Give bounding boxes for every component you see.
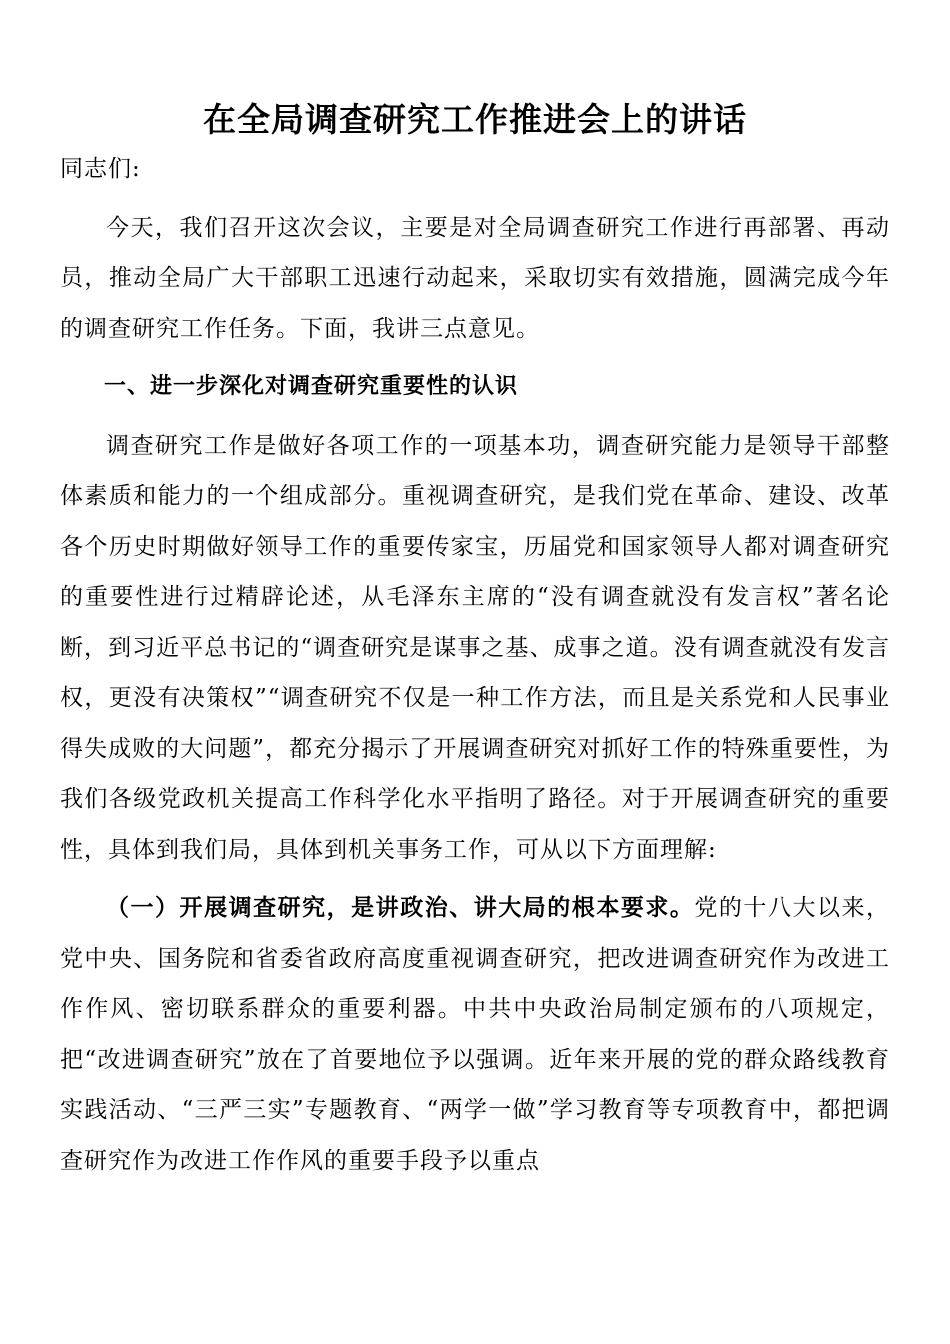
document-body: [60, 144, 890, 1186]
point-1-lead: （一）开展调查研究，是讲政治、讲大局的根本要求。: [106, 894, 695, 921]
salutation: 同志们:: [60, 156, 141, 182]
section-1-paragraph: 调查研究工作是做好各项工作的一项基本功，调查研究能力是领导干部整体素质和能力的一个组成部分。重视调查研究，是我们党在革命、建设、改革各个历史时期做好领导工作的重要传家宝，历届党和国家领导人都对调查研究的重要性进行过精辟论述，从毛泽东主席的“没有调查就没有发言权”著名论断，到习近平总书记的“调查研究是谋事之基、成事之道。没有调查就没有发言权，更没有决策权”“调查研究不仅是一种工作方法，而且是关系党和人民事业得失成败的大问题”，都充分揭示了开展调查研究对抓好工作的特殊重要性，为我们各级党政机关提高工作科学化水平指明了路径。对于开展调查研究的重要性，具体到我们局，具体到机关事务工作，可从以下方面理解:: [60, 432, 890, 863]
point-1-paragraph: [60, 883, 890, 1186]
intro-paragraph: 今天，我们召开这次会议，主要是对全局调查研究工作进行再部署、再动员，推动全局广大干部职工迅速行动起来，采取切实有效措施，圆满完成今年的调查研究工作任务。下面，我讲三点意见。: [60, 214, 890, 342]
section-1-heading: 一、进一步深化对调查研究重要性的认识: [104, 374, 519, 399]
document-title: 在全局调查研究工作推进会上的讲话: [203, 100, 747, 139]
point-1-text: 党的十八大以来，党中央、国务院和省委省政府高度重视调查研究，把改进调查研究作为改进工作作风、密切联系群众的重要利器。中共中央政治局制定颁布的八项规定，把“改进调查研究”放在了首要地位予以强调。近年来开展的党的群众路线教育实践活动、“三严三实”专题教育、“两学一做”学习教育等专项教育中，都把调查研究作为改进工作作风的重要手段予以重点: [60, 895, 891, 1174]
